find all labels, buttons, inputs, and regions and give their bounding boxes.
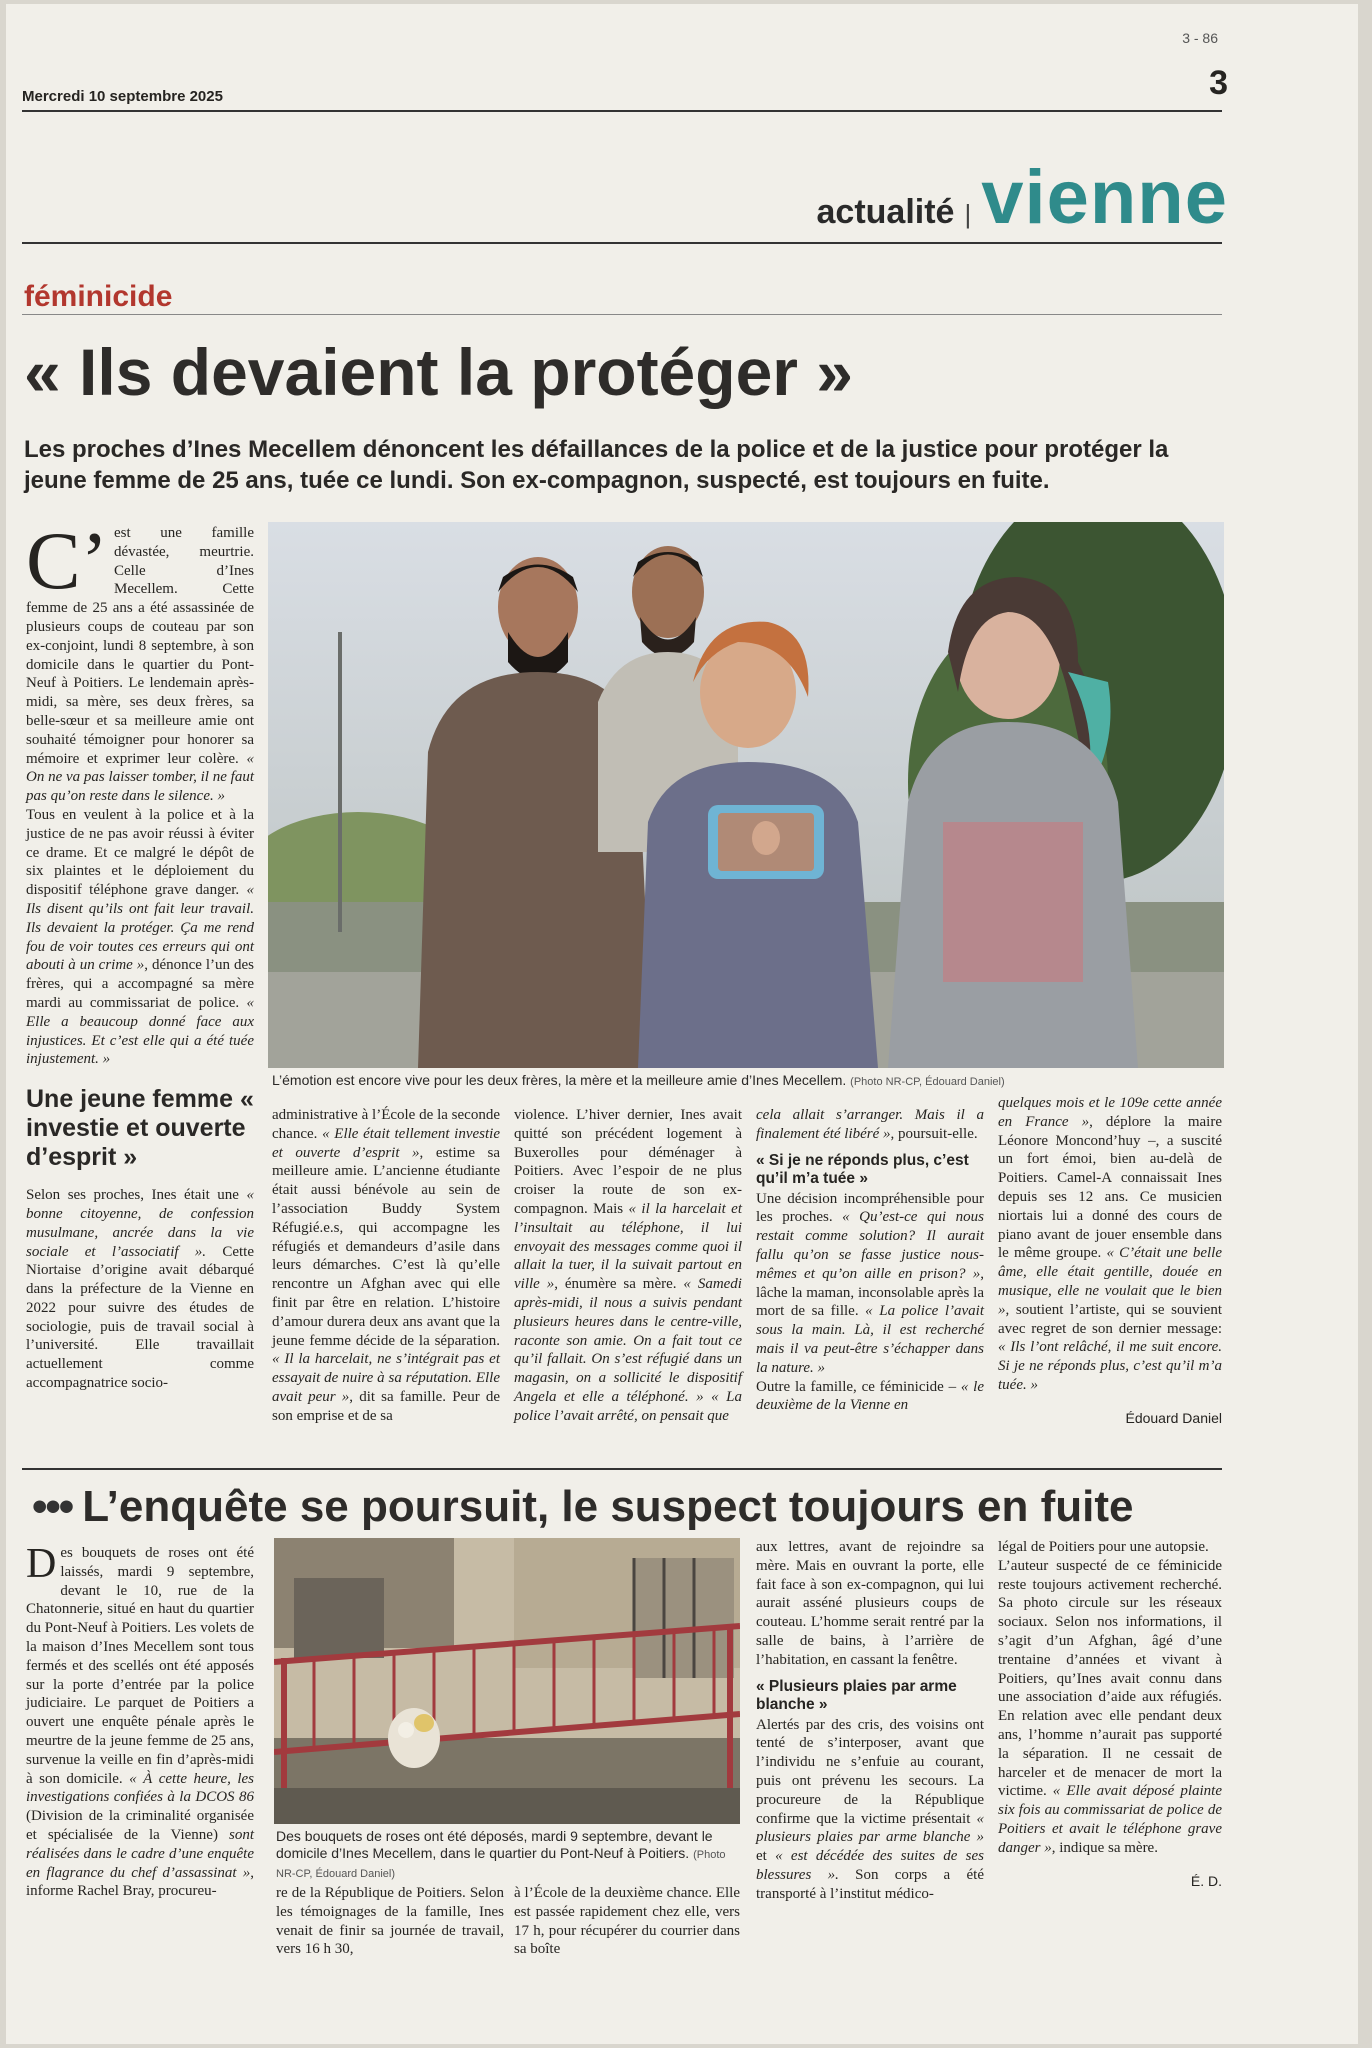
article-kicker: féminicide (24, 280, 173, 313)
drop-cap: D (26, 1541, 57, 1587)
article1-paragraph (26, 515, 254, 806)
roses-photo (274, 1538, 740, 1824)
body-text: violence. L’hiver dernier, Ines avait quitté son précédent logement à Buxerolles pour déménager à Poitiers. Avec l’espoir de ne plus croiser la route de son ex-compagnon. Mais (514, 1107, 742, 1217)
article2-paragraph: à l’École de la deuxième chance. Elle est passée rapidement chez elle, vers 17 h, pour récupérer du courrier dans sa boîte (514, 1885, 740, 1958)
article1-signature: Édouard Daniel (1125, 1409, 1222, 1426)
article2-column-5 (998, 1538, 1222, 1890)
article2-inline-subhead: « Plusieurs plaies par arme blanche » (756, 1677, 957, 1713)
section-separator: | (964, 199, 972, 229)
body-text: L’auteur suspecté de ce féminicide reste toujours activement recherché. Sa photo circule sur les réseaux sociaux. Selon nos informations, il s’agit d’un Afghan, âgé d’une trentaine d’années et vivant à Poitiers, qu’Ines avait connu dans une association d’aide aux réfugiés. En relation avec elle pendant deux ans, l’homme n’aurait pas supporté la séparation. Il ne cessait de harceler et de menacer de mort la victime. (998, 1557, 1222, 1800)
article1-column-2 (272, 1106, 500, 1426)
body-text: Alertés par des cris, des voisins ont tenté de s’interposer, avant que l’individu ne s’enfuie au courant, puis ont prévenu les secours. La procureure de la République confirme que la victime présentait (756, 1716, 984, 1827)
body-text: Une décision incompréhensible pour les proches. (756, 1190, 984, 1226)
quote-text: quelques mois et le 109e cette année en France » (998, 1095, 1222, 1130)
body-text: Tous en veulent à la police et à la justice de ne pas avoir réussi à éviter ce drame. Et ce malgré le dépôt de six plaintes et le déploiement du dispositif téléphone grave danger. (26, 806, 254, 899)
quote-text: « le deuxième de la Vienne en (756, 1378, 985, 1414)
body-text: , indique sa mère. (1051, 1839, 1158, 1856)
article2-column-1 (26, 1541, 254, 1901)
quote-text: « La police l’avait sous la main. Là, il est recherché mais il va peut-être s’échapper dans la nature. » (756, 1303, 984, 1376)
body-text: Cette Niortaise d’origine avait débarqué dans la préfecture de la Vienne en 2022 pour suivre des études de sociologie, puis de travail social à l’université. Elle travaillait actuellement comme accompagnatrice socio- (26, 1243, 254, 1392)
body-text: , déplore la maire Léonore Moncond’huy –, a suscité un fort émoi, bien au-delà de Poitiers. Camel-A connaissait Ines depuis ses 12 ans. Ce musicien niortais lui a donné des cours de piano avant de jouer ensemble dans le même groupe. (998, 1113, 1222, 1262)
drop-cap: C’ (26, 515, 108, 606)
newspaper-page (6, 4, 1358, 2044)
body-text: , poursuit-elle. (890, 1125, 978, 1142)
quote-text: « C’était une belle âme, elle était gentille, douée en musique, elle ne voulait que le bien » (998, 1245, 1222, 1318)
article2-headline (32, 1482, 1134, 1532)
article1-inline-subhead: « Si je ne réponds plus, c’est qu’il m’a tuée » (756, 1151, 969, 1187)
quote-text: « il la harcelait et l’insultait au téléphone, il lui envoyait des messages comme quoi il allait la tuer, il la suivait partout en ville » (514, 1200, 742, 1293)
caption-text: L’émotion est encore vive pour les deux frères, la mère et la meilleure amie d’Ines Mecellem. (272, 1072, 847, 1088)
article2-paragraph: re de la République de Poitiers. Selon les témoignages de la famille, Ines venait de finir sa journée de travail, vers 16 h 30, (276, 1885, 504, 1958)
body-text: (Division de la criminalité organisée et spécialisée de la Vienne) (26, 1808, 254, 1843)
article1-column-3 (514, 1106, 742, 1426)
quote-text: sont réalisées dans le cadre d’une enquête en flagrance du chef d’assassinat » (26, 1826, 254, 1881)
body-text: , soutient l’artiste, qui se souvient avec regret de son dernier message: (998, 1301, 1222, 1337)
article1-column-1 (26, 515, 254, 1393)
body-text: et (756, 1848, 776, 1865)
article2-column-2 (276, 1884, 504, 1959)
issue-date: Mercredi 10 septembre 2025 (22, 88, 223, 105)
body-text: Son corps a été transporté à l’institut médico- (756, 1866, 984, 1902)
body-text: Selon ses proches, Ines était une (26, 1187, 247, 1204)
page-number: 3 (1209, 64, 1228, 102)
article-standfirst: Les proches d’Ines Mecellem dénoncent les défaillances de la police et de la justice pour protéger la jeune femme de 25 ans, tuée ce lundi. Son ex-compagnon, suspecté, est toujours en fuite. (24, 436, 1169, 494)
article1-paragraph (756, 1190, 984, 1378)
section-rule (22, 242, 1222, 244)
quote-text: « Qu’est-ce qui nous restait comme solution? Il aurait fallu qu’on se fasse justice nous-mêmes et qu’on aille en prison? » (756, 1209, 985, 1282)
roses-photo-illustration (274, 1538, 740, 1824)
article2-paragraph: aux lettres, avant de rejoindre sa mère. Mais en ouvrant la porte, elle fait face à son ex-compagnon, qui lui aurait asséné plusieurs coups de couteau. L’homme serait rentré par la salle de bains, à l’arrière de l’habitation, en cassant la fenêtre. (756, 1539, 984, 1668)
article2-paragraph: légal de Poitiers pour une autopsie. (998, 1539, 1209, 1555)
article1-paragraph (26, 806, 254, 1069)
article1-paragraph (272, 1106, 500, 1426)
roses-photo-caption (276, 1828, 738, 1883)
photo-credit: (Photo NR-CP, Édouard Daniel) (850, 1076, 1005, 1088)
quote-text: « Ils disent qu’ils ont fait leur travail. Ils devaient la protéger. Ça me rend fou de voir toutes ces erreurs qui ont abouti à un crime » (26, 882, 254, 974)
body-text: , estime sa meilleure amie. L’ancienne étudiante était aussi bénévole au sein de l’association Buddy System Réfugié.e.s, qui accompagne les réfugiés et demandeurs d’asile dans leurs démarches. C’est là qu’elle rencontre un Afghan avec qui elle finit par être en relation. L’histoire d’amour durera deux ans avant que la jeune femme décide de la séparation. (272, 1144, 500, 1349)
body-text: , dénonce l’un des frères, qui a accompagné sa mère mardi au commissariat de police. (26, 957, 254, 1011)
section-header (817, 154, 1228, 241)
family-photo-illustration (268, 522, 1224, 1068)
quote-text: « Ils l’ont relâché, il me suit encore. Si je ne réponds plus, c’est qu’il m’a tuée. » (998, 1339, 1222, 1393)
article-headline: « Ils devaient la protéger » (24, 335, 853, 409)
body-text: es bouquets de roses ont été laissés, mardi 9 septembre, devant le 10, rue de la Chatonnerie, situé en haut du quartier du Pont-Neuf à Poitiers. Les volets de la maison d’Ines Mecellem sont tous fermés et des scellés ont été apposés sur la porte d’entrée par la police judiciaire. Le parquet de Poitiers a ouvert une enquête pénale après le meurtre de la jeune femme de 25 ans, survenue la veille en fin d’après-midi à son domicile. (26, 1545, 254, 1787)
article2-paragraph (26, 1541, 254, 1901)
body-text: , énumère sa mère. (554, 1276, 684, 1293)
quote-text: « est décédée des suites de ses blessures ». (756, 1848, 984, 1883)
body-text: , lâche la maman, inconsolable après la mort de sa fille. (756, 1265, 984, 1320)
quote-text: « Elle était tellement investie et ouverte d’esprit » (272, 1125, 500, 1161)
article1-column-5 (998, 1094, 1222, 1428)
article2-column-3 (514, 1884, 740, 1959)
caption-text: Des bouquets de roses ont été déposés, mardi 9 septembre, devant le domicile d’Ines Mecellem, dans le quartier du Pont-Neuf à Poitiers. (276, 1828, 713, 1861)
article1-paragraph (756, 1378, 984, 1416)
section-label: actualité (816, 193, 955, 231)
article1-column-4 (756, 1106, 984, 1415)
quote-text: « Samedi après-midi, il nous a suivis pendant plusieurs heures dans le centre-ville, raconte son amie. On a fait tout ce qu’il fallait. On s’est réfugié dans un magasin, on a sollicité le dispositif Angela et elle a téléphoné. » (514, 1276, 742, 1405)
body-text: est une famille dévastée, meurtrie. Celle d’Ines Mecellem. Cette femme de 25 ans a été assassinée de plusieurs coups de couteau par son ex-conjoint, lundi 8 septembre, à son domicile dans le quartier du Pont-Neuf à Poitiers. Le lendemain après-midi, sa mère, ses deux frères, sa belle-sœur et sa meilleure amie ont souhaité témoigner pour honorer sa mémoire et exprimer leur colère. (26, 525, 254, 767)
quote-text: « Il la harcelait, ne s’intégrait pas et essayait de nuire à sa réputation. Elle avait peur » (272, 1351, 500, 1405)
article2-paragraph (998, 1557, 1222, 1858)
top-rule (22, 110, 1222, 112)
quote-text: « Elle avait déposé plainte six fois au commissariat de police de Poitiers et avait le téléphone grave danger » (998, 1783, 1222, 1856)
article1-subhead: Une jeune femme « investie et ouverte d’esprit » (26, 1085, 254, 1172)
quote-text: cela allait s’arranger. Mais il a finalement été libéré » (756, 1107, 984, 1142)
article1-paragraph (514, 1106, 742, 1426)
body-text: , dit sa famille. Peur de son emprise et de sa (272, 1388, 500, 1424)
article2-column-4 (756, 1538, 984, 1904)
photo-credit: (Photo NR-CP, Édouard Daniel) (276, 1849, 726, 1880)
article2-paragraph (756, 1716, 984, 1904)
body-text: Outre la famille, ce féminicide – (756, 1378, 961, 1395)
article1-paragraph (756, 1106, 984, 1144)
page-meta: 3 - 86 (1182, 30, 1218, 46)
article2-headline-text: L’enquête se poursuit, le suspect toujours en fuite (82, 1482, 1134, 1531)
quote-text: « À cette heure, les investigations confiées à la DCOS 86 (26, 1770, 254, 1806)
quote-text: « Elle a beaucoup donné face aux injustices. Et c’est elle qui a été tuée injustement. » (26, 994, 254, 1068)
body-text: , informe Rachel Bray, procureu- (26, 1864, 254, 1900)
family-photo (268, 522, 1224, 1068)
family-photo-caption (272, 1072, 1222, 1091)
quote-text: « bonne citoyenne, de confession musulmane, ancrée dans la vie sociale et l’associatif ». (26, 1187, 254, 1260)
headline-bullets: ••• (32, 1482, 73, 1531)
quote-text: « On ne va pas laisser tomber, il ne faut pas qu’on reste dans le silence. » (26, 750, 254, 805)
quote-text: « plusieurs plaies par arme blanche » (756, 1810, 984, 1846)
quote-text: « La police l’avait arrêté, on pensait que (514, 1388, 743, 1424)
article1-paragraph (26, 1186, 254, 1393)
section-region: vienne (981, 155, 1228, 240)
article2-rule (22, 1468, 1222, 1470)
kicker-rule (22, 314, 1222, 315)
body-text: administrative à l’École de la seconde chance. (272, 1107, 500, 1142)
article2-signature: É. D. (1190, 1872, 1222, 1889)
article1-paragraph (998, 1094, 1222, 1395)
